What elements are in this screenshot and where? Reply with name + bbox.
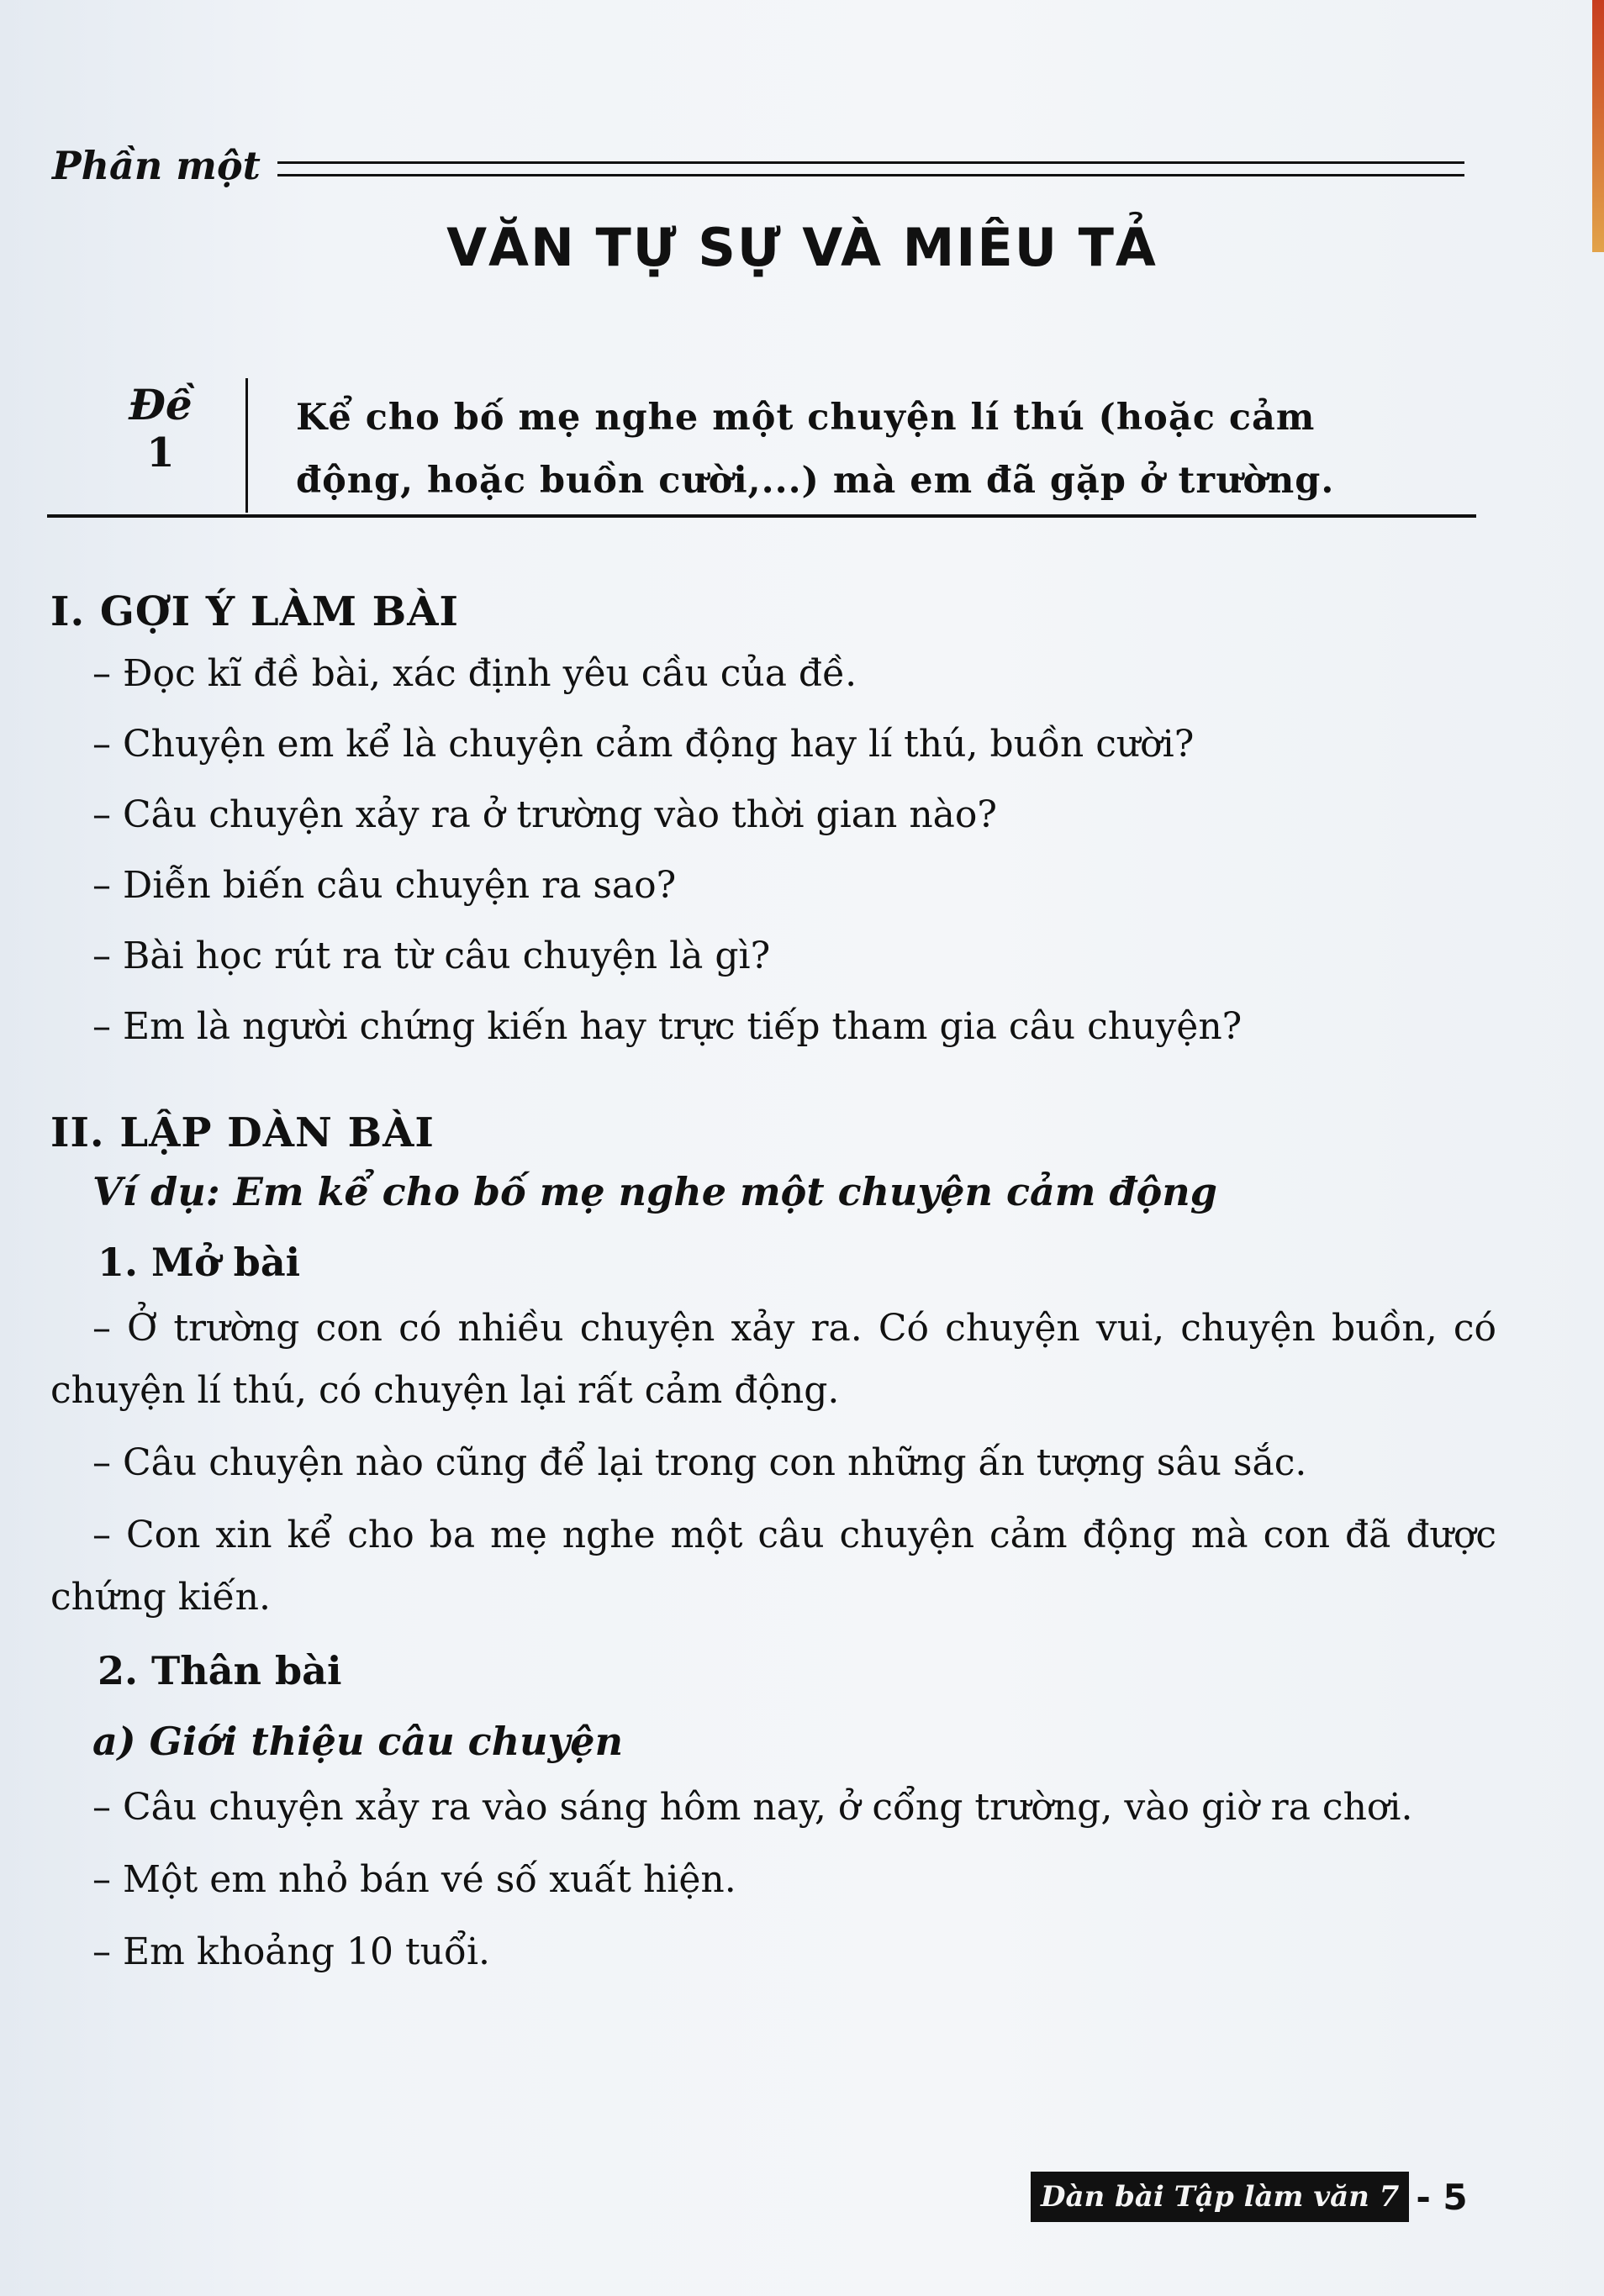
part1-title: 1. Mở bài <box>98 1240 301 1285</box>
assignment-box <box>47 378 1476 518</box>
page-footer <box>1031 2172 1468 2222</box>
assignment-text-line2: động, hoặc buồn cười,...) mà em đã gặp ở trường. <box>296 460 1335 502</box>
assignment-divider <box>245 378 248 513</box>
list-item: – Em là người chứng kiến hay trực tiếp tham gia câu chuyện? <box>92 1005 1243 1048</box>
part-header <box>52 143 1464 202</box>
assignment-word: Đề <box>129 380 193 429</box>
assignment-text-line1: Kể cho bố mẹ nghe một chuyện lí thú (hoặc cảm <box>296 397 1316 439</box>
assignment-number: 1 <box>146 429 175 477</box>
paragraph: – Em khoảng 10 tuổi. <box>92 1930 490 1973</box>
assignment-label <box>106 380 215 477</box>
list-item: – Bài học rút ra từ câu chuyện là gì? <box>92 935 771 977</box>
part2-title: 2. Thân bài <box>98 1648 342 1693</box>
section2-heading: II. LẬP DÀN BÀI <box>50 1109 435 1156</box>
adjacent-book-edge <box>1592 0 1604 252</box>
main-content <box>50 588 1496 1983</box>
section-title: VĂN TỰ SỰ VÀ MIÊU TẢ <box>446 217 1158 278</box>
list-item: – Câu chuyện xảy ra ở trường vào thời gian nào? <box>92 793 997 836</box>
part-label: Phần một <box>52 143 261 188</box>
paragraph: – Một em nhỏ bán vé số xuất hiện. <box>92 1858 736 1901</box>
list-item: – Đọc kĩ đề bài, xác định yêu cầu của đề. <box>92 652 857 695</box>
assignment-text <box>296 387 1490 513</box>
page-number: - 5 <box>1416 2176 1468 2218</box>
section1-heading: I. GỢI Ý LÀM BÀI <box>50 588 459 635</box>
part-rule-divider <box>277 161 1464 176</box>
list-item: – Chuyện em kể là chuyện cảm động hay lí thú, buồn cười? <box>92 723 1195 766</box>
paragraph: – Câu chuyện nào cũng để lại trong con những ấn tượng sâu sắc. <box>92 1441 1307 1484</box>
paragraph: – Ở trường con có nhiều chuyện xảy ra. Có chuyện vui, chuyện buồn, có chuyện lí thú, có chuyện lại rất cảm động. <box>50 1307 1496 1412</box>
example-title: Ví dụ: Em kể cho bố mẹ nghe một chuyện cảm động <box>92 1169 1217 1214</box>
section1-list <box>50 639 1496 1062</box>
part2-subheading-a: a) Giới thiệu câu chuyện <box>92 1719 624 1764</box>
footer-book-title: Dàn bài Tập làm văn 7 <box>1031 2172 1409 2222</box>
paragraph: – Con xin kể cho ba mẹ nghe một câu chuyện cảm động mà con đã được chứng kiến. <box>50 1514 1496 1619</box>
paragraph: – Câu chuyện xảy ra vào sáng hôm nay, ở cổng trường, vào giờ ra chơi. <box>92 1786 1413 1829</box>
list-item: – Diễn biến câu chuyện ra sao? <box>92 864 677 907</box>
